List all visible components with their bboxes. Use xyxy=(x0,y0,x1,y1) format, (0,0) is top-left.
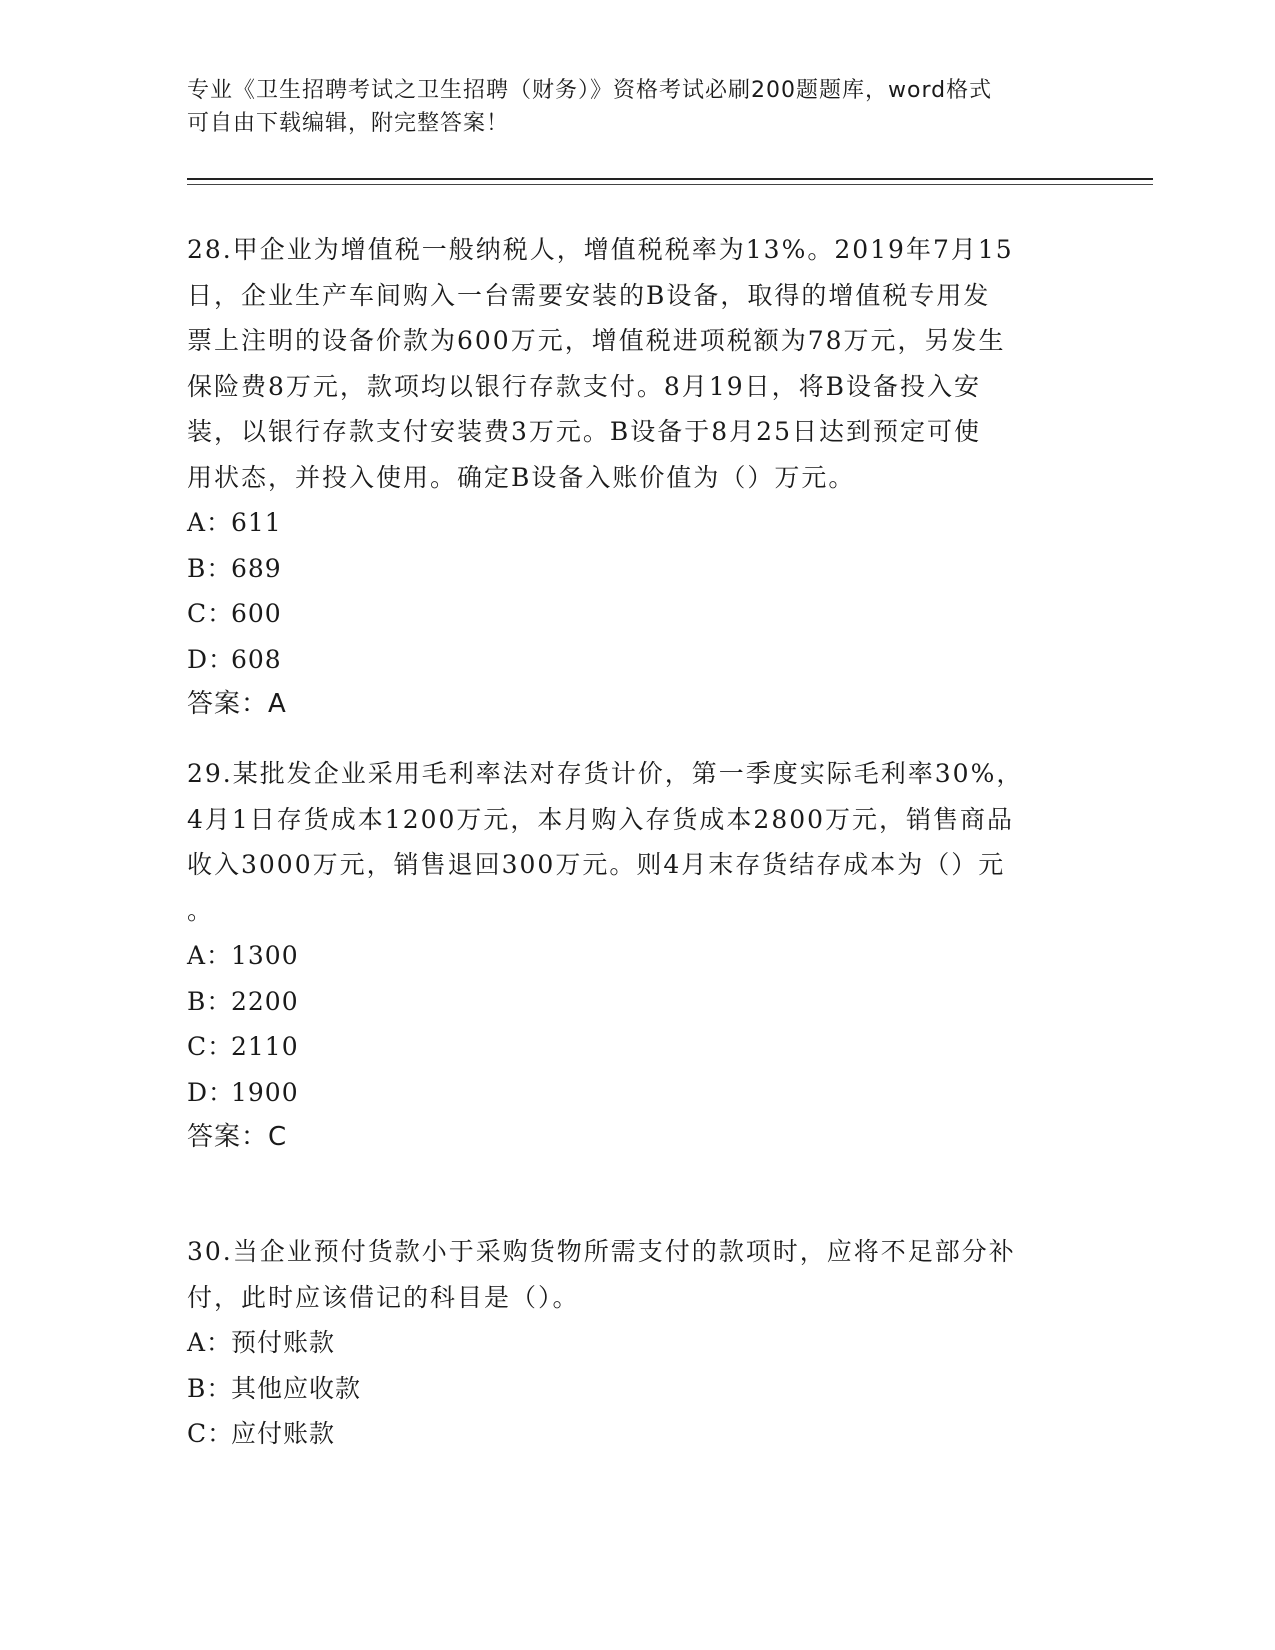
option-text: 600 xyxy=(231,599,282,628)
option-text: 608 xyxy=(231,644,282,674)
option-text: 611 xyxy=(231,508,282,537)
option-a xyxy=(187,933,1077,979)
option-c xyxy=(187,591,1077,637)
question-line: 用状态，并投入使用。确定B设备入账价值为（）万元。 xyxy=(187,462,856,492)
option-b xyxy=(187,546,1077,592)
option-text: 689 xyxy=(231,553,282,583)
option-letter: D： xyxy=(187,644,235,674)
question-line: 4月1日存货成本1200万元，本月购入存货成本2800万元，销售商品 xyxy=(187,804,1015,834)
answer-line: 答案：A xyxy=(187,689,287,719)
header-line-1: 专业《卫生招聘考试之卫生招聘（财务）》资格考试必刷200题题库，word格式 xyxy=(187,78,993,103)
option-b xyxy=(187,979,1077,1025)
question-line: 收入3000万元，销售退回300万元。则4月末存货结存成本为（）元 xyxy=(187,850,1006,879)
option-a xyxy=(187,1320,1077,1366)
question-29 xyxy=(187,751,1077,1161)
option-c xyxy=(187,1411,1077,1457)
option-letter: B： xyxy=(187,1373,233,1403)
question-line: 付，此时应该借记的科目是（）。 xyxy=(187,1282,580,1312)
option-letter: B： xyxy=(187,986,233,1016)
option-c xyxy=(187,1024,1077,1070)
document-header xyxy=(187,74,1067,140)
option-text: 应付账款 xyxy=(231,1419,336,1448)
option-letter: B： xyxy=(187,553,233,583)
option-letter: D： xyxy=(187,1077,235,1107)
question-text xyxy=(187,227,1077,500)
question-28 xyxy=(187,227,1077,728)
option-letter: C： xyxy=(187,599,234,628)
question-line: 日，企业生产车间购入一台需要安装的B设备，取得的增值税专用发 xyxy=(187,280,991,310)
question-line: 29.某批发企业采用毛利率法对存货计价，第一季度实际毛利率30%， xyxy=(187,759,1024,788)
question-30 xyxy=(187,1229,1077,1457)
option-b xyxy=(187,1366,1077,1412)
option-d xyxy=(187,1070,1077,1116)
option-letter: A： xyxy=(187,941,233,970)
question-line: 28.甲企业为增值税一般纳税人，增值税税率为13%。2019年7月15 xyxy=(187,235,1014,264)
option-text: 其他应收款 xyxy=(231,1373,362,1403)
option-d xyxy=(187,637,1077,683)
question-line: 保险费8万元，款项均以银行存款支付。8月19日，将B设备投入安 xyxy=(187,371,981,401)
option-text: 1300 xyxy=(231,941,299,970)
option-letter: C： xyxy=(187,1419,234,1448)
option-a xyxy=(187,500,1077,546)
option-text: 2200 xyxy=(231,986,299,1016)
option-letter: A： xyxy=(187,1328,233,1357)
question-text xyxy=(187,751,1077,933)
question-line: 装，以银行存款支付安装费3万元。B设备于8月25日达到预定可使 xyxy=(187,417,981,446)
option-text: 1900 xyxy=(231,1077,299,1107)
header-line-2: 可自由下载编辑，附完整答案！ xyxy=(187,111,510,136)
question-line: 30.当企业预付货款小于采购货物所需支付的款项时，应将不足部分补 xyxy=(187,1237,1016,1266)
header-divider-thin xyxy=(187,184,1153,185)
question-line: 。 xyxy=(187,895,215,925)
question-text xyxy=(187,1229,1077,1320)
option-letter: C： xyxy=(187,1032,234,1061)
header-divider-thick xyxy=(187,178,1153,180)
option-text: 2110 xyxy=(231,1032,299,1061)
option-letter: A： xyxy=(187,508,233,537)
answer-line: 答案：C xyxy=(187,1122,288,1152)
question-line: 票上注明的设备价款为600万元，增值税进项税额为78万元，另发生 xyxy=(187,326,1006,355)
option-text: 预付账款 xyxy=(231,1328,336,1357)
